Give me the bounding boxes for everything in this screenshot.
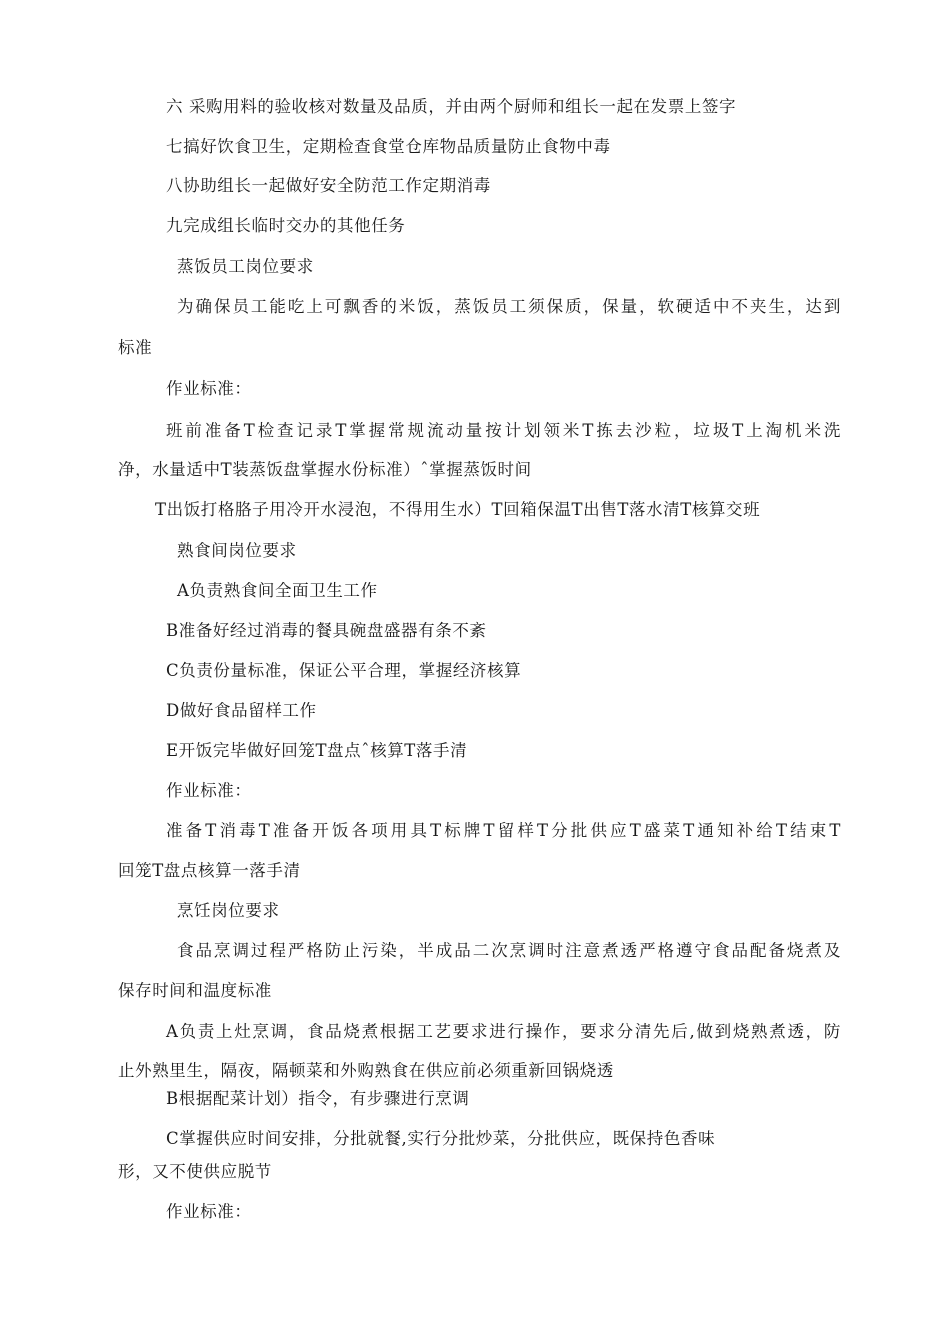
- text-line: B准备好经过消毒的餐具碗盘盛器有条不紊: [166, 621, 487, 640]
- text-line: 回笼T盘点核算一落手清: [118, 861, 301, 880]
- section-heading: 蒸饭员工岗位要求: [177, 257, 314, 276]
- text-line: 净，水量适中T装蒸饭盘掌握水份标准）ˆ掌握蒸饭时间: [118, 460, 532, 479]
- text-line: A负责上灶烹调，食品烧煮根据工艺要求进行操作，要求分清先后,做到烧熟煮透，防: [166, 1022, 841, 1041]
- section-heading: 烹饪岗位要求: [177, 901, 280, 920]
- section-heading: 熟食间岗位要求: [177, 541, 297, 560]
- text-line: 为确保员工能吃上可飘香的米饭，蒸饭员工须保质，保量，软硬适中不夹生，达到: [177, 297, 841, 316]
- text-line: 食品烹调过程严格防止污染，半成品二次烹调时注意煮透严格遵守食品配备烧煮及: [177, 941, 841, 960]
- text-line: 作业标准：: [166, 1202, 252, 1221]
- text-line: T出饭打格胳子用冷开水浸泡，不得用生水）T回箱保温T出售T落水清T核算交班: [155, 500, 761, 519]
- text-line: 七搞好饮食卫生，定期检查食堂仓库物品质量防止食物中毒: [166, 137, 611, 156]
- text-line: D做好食品留样工作: [166, 701, 317, 720]
- text-line: E开饭完毕做好回笼T盘点ˆ核算T落手清: [166, 741, 468, 760]
- text-line: 六 采购用料的验收核对数量及品质，并由两个厨师和组长一起在发票上签字: [166, 97, 737, 116]
- text-line: B根据配菜计划）指令，有步骤进行烹调: [166, 1089, 470, 1108]
- text-line: 作业标准：: [166, 781, 252, 800]
- text-line: 形，又不使供应脱节: [118, 1162, 272, 1181]
- text-line: C掌握供应时间安排，分批就餐,实行分批炒菜，分批供应，既保持色香味: [166, 1129, 716, 1148]
- text-line: A负责熟食间全面卫生工作: [177, 581, 378, 600]
- text-line: 作业标准：: [166, 379, 252, 398]
- text-line: 八协助组长一起做好安全防范工作定期消毒: [166, 176, 491, 195]
- text-line: C负责份量标准，保证公平合理，掌握经济核算: [166, 661, 522, 680]
- text-line: 止外熟里生，隔夜，隔顿菜和外购熟食在供应前必须重新回锅烧透: [118, 1061, 614, 1080]
- text-line: 保存时间和温度标准: [118, 981, 272, 1000]
- text-line: 准备T消毒T准备开饭各项用具T标牌T留样T分批供应T盛菜T通知补给T结束T: [166, 821, 841, 840]
- text-line: 班前准备T检查记录T掌握常规流动量按计划领米T拣去沙粒，垃圾T上淘机米洗: [166, 421, 841, 440]
- text-line: 九完成组长临时交办的其他任务: [166, 216, 406, 235]
- text-line: 标准: [118, 338, 153, 357]
